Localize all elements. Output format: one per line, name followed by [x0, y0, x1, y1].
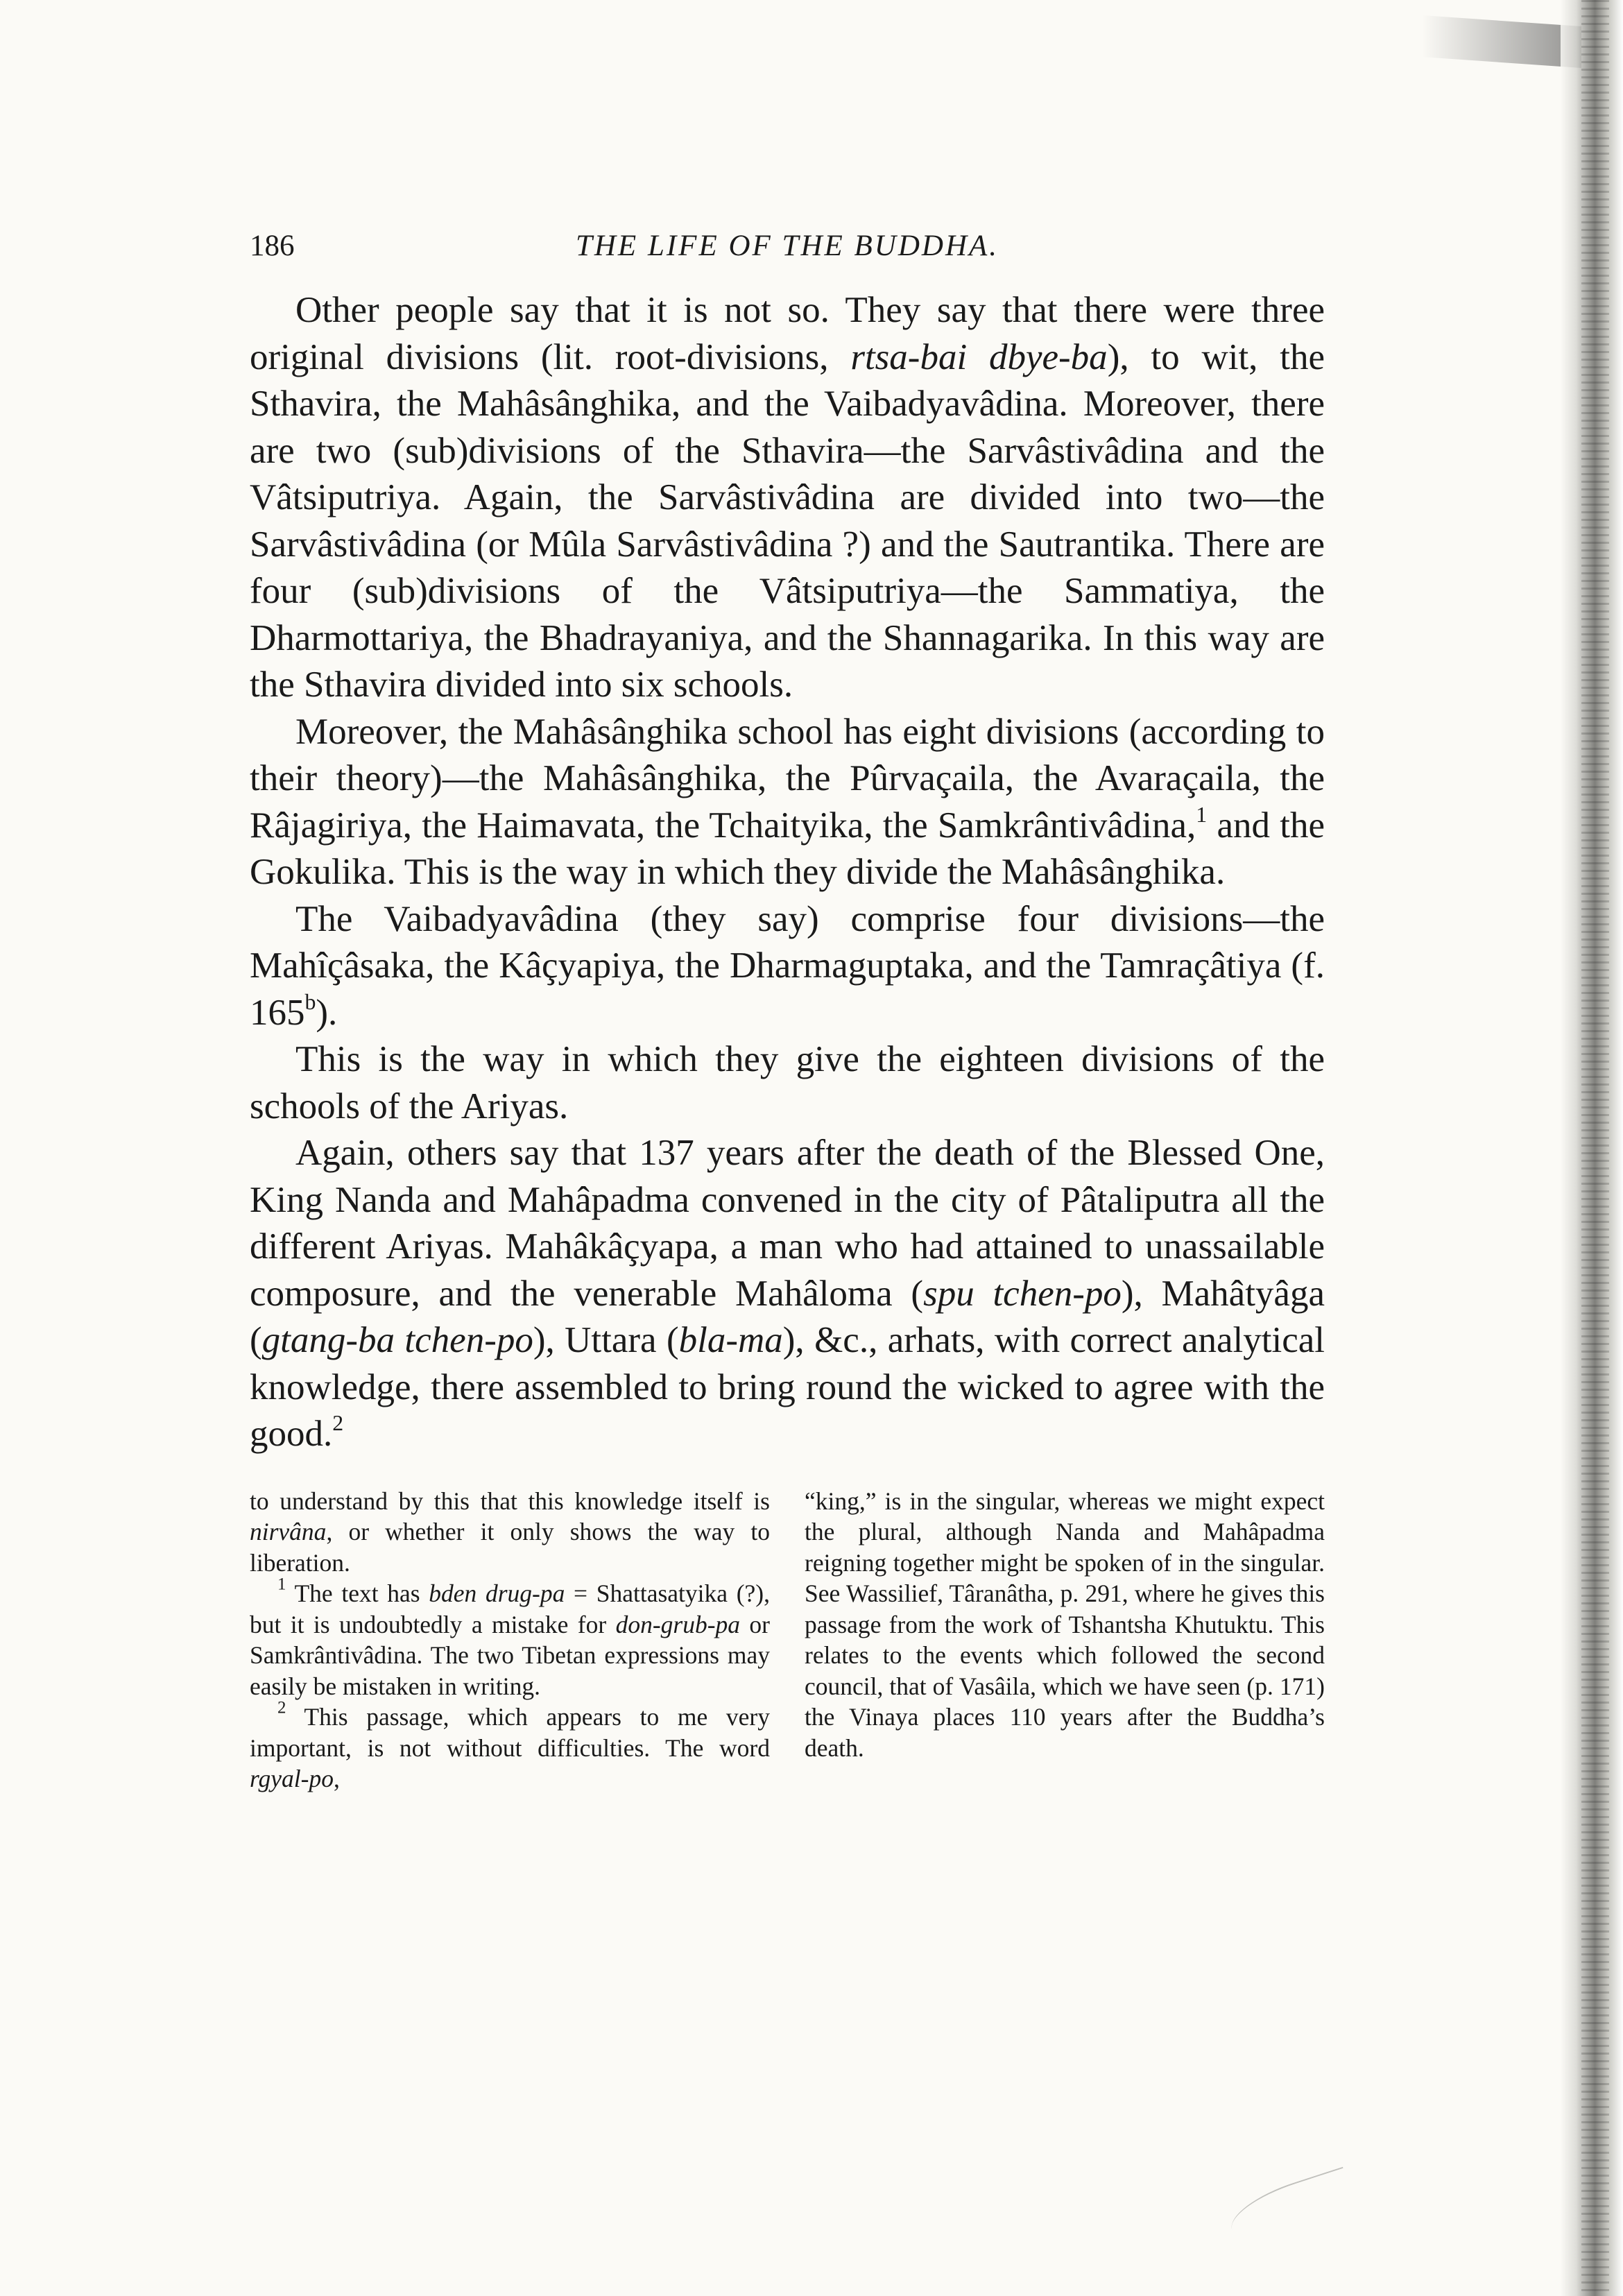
book-page [250, 229, 1325, 1794]
footnotes [250, 1486, 1325, 1794]
book-binding-edge [1561, 0, 1623, 2296]
paragraph-5: Again, others say that 137 years after the death of the Blessed One, King Nanda and Mahâpadma convened in the city of Pâtaliputra all the different Ariyas. Mahâkâçyapa, a man who had attained to unassailable composure, and the venerable Mahâloma (spu tchen-po), Mahâtyâga (gtang-ba tchen-po), Uttara (bla-ma), &c., arhats, with correct analytical knowledge, there assembled to bring round the wicked to agree with the good.$^2$ [250, 1133, 1325, 1454]
body-text [250, 287, 1325, 1458]
footnote-ref-2: 2 [332, 1410, 344, 1435]
footnote-column-right [805, 1486, 1325, 1794]
paragraph-2: Moreover, the Mahâsânghika school has eight divisions (according to their theory)—the Mahâsânghika, the Pûrvaçaila, the Avaraçaila, the Râjagiriya, the Haimavata, the Tchaityika, the Samkrântivâdina,$^1$ and the Gokulika. This is the way in which they divide the Mahâsânghika. [250, 711, 1325, 892]
running-title: THE LIFE OF THE BUDDHA. [575, 230, 999, 262]
footnote-continuation: to understand by this that this knowledge itself is nirvâna, or whether it only shows the way to liberation. [250, 1487, 770, 1577]
paragraph-4: This is the way in which they give the eighteen divisions of the schools of the Ariyas. [250, 1039, 1325, 1126]
footnote-column-left [250, 1486, 770, 1794]
page-number: 186 [250, 230, 295, 262]
footnote-2: $^2$ This passage, which appears to me very important, is not without difficulties. The word rgyal-po, [250, 1698, 770, 1792]
running-head [250, 229, 1325, 277]
paragraph-3: The Vaibadyavâdina (they say) comprise four divisions—the Mahîçâsaka, the Kâçyapiya, the Dharmaguptaka, and the Tamraçâtiya (f. 165$^b$). [250, 898, 1325, 1033]
footnote-2-continued: “king,” is in the singular, whereas we might expect the plural, although Nanda and Mahâpadma reigning together might be spoken of in the singular. See Wassilief, Târanâtha, p. 291, where he gives this passage from the work of Tshantsha Khutuktu. This relates to the events which followed the second council, that of Vasâila, which we have seen (p. 171) the Vinaya places 110 years after the Buddha’s death. [805, 1487, 1325, 1762]
scan-shadow [1422, 15, 1581, 68]
page-curl-mark [1224, 2167, 1356, 2247]
paragraph-1: Other people say that it is not so. They say that there were three original divisions (lit. root-divisions, rtsa-bai dbye-ba), to wit, the Sthavira, the Mahâsânghika, and the Vaibadyavâdina. Moreover, there are two (sub)divisions of the Sthavira—the Sarvâstivâdina and the Vâtsiputriya. Again, the Sarvâstivâdina are divided into two—the Sarvâstivâdina (or Mûla Sarvâstivâdina ?) and the Sautrantika. There are four (sub)divisions of the Vâtsiputriya—the Sammatiya, the Dharmottariya, the Bhadrayaniya, and the Shannagarika. In this way are the Sthavira divided into six schools. [250, 290, 1325, 705]
footnote-ref-1: 1 [1196, 802, 1208, 827]
footnote-1: $^1$ The text has bden drug-pa = Shattasatyika (?), but it is undoubtedly a mistake for don-grub-pa or Samkrântivâdina. The two Tibetan expressions may easily be mistaken in writing. [250, 1575, 770, 1700]
